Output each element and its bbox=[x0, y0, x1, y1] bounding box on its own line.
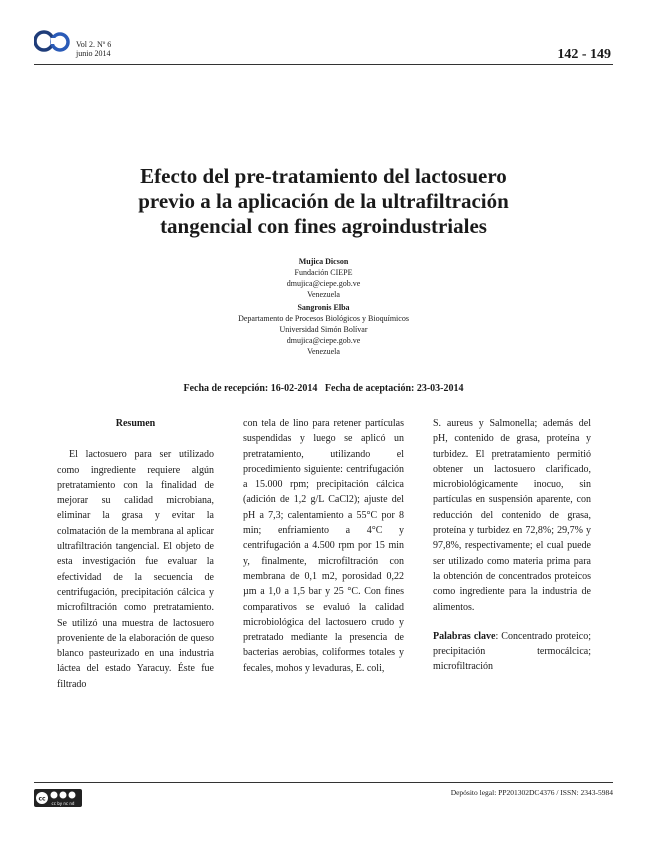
footer-divider bbox=[34, 782, 613, 783]
article-title bbox=[60, 164, 587, 239]
abstract-column-3 bbox=[433, 416, 591, 675]
cc-badge-text: cc by nc nd bbox=[51, 801, 75, 806]
author-email: dmujica@ciepe.gob.ve bbox=[286, 336, 361, 345]
abstract-text-3: S. aureus y Salmonella; además del pH, contenido de grasa, proteína y turbidez. El pretratamiento permitió obtener un lactosuero clarificado, microbiológicamente inocuo, sin partículas en suspensión aparente, con reducción del contenido de grasa, proteína y turbidez en 72,8%; 29,7% y 97,8%, respectivamente; el cual puede ser utilizado como materia prima para la obtención de concentrados proteicos como ingrediente para la industria de alimentos. bbox=[433, 418, 591, 613]
keywords-text: : Concentrado proteico; precipitación termocálcica; microfiltración bbox=[433, 630, 591, 673]
author-affiliation: Universidad Simón Bolívar bbox=[279, 325, 368, 334]
abstract-column-2 bbox=[243, 416, 404, 676]
author-name: Mujica Dicson bbox=[298, 257, 349, 266]
svg-text:cc: cc bbox=[38, 795, 46, 803]
title-line: tangencial con fines agroindustriales bbox=[160, 214, 487, 238]
cc-license-badge bbox=[34, 789, 82, 807]
submission-dates: Fecha de recepción: 16-02-2014 Fecha de aceptación: 23-03-2014 bbox=[183, 383, 464, 394]
author-department: Departamento de Procesos Biológicos y Bioquímicos bbox=[238, 314, 409, 323]
header-divider bbox=[34, 64, 613, 65]
abstract-column-1 bbox=[57, 416, 214, 692]
author-country: Venezuela bbox=[307, 347, 340, 356]
issue-info bbox=[76, 40, 111, 58]
issue-date: junio 2014 bbox=[76, 49, 111, 58]
keywords bbox=[433, 629, 591, 675]
issue-volume: Vol 2. Nº 6 bbox=[76, 40, 112, 49]
title-line: Efecto del pre-tratamiento del lactosuero bbox=[140, 164, 507, 188]
abstract-text-1: El lactosuero para ser utilizado como ingrediente requiere algún pretratamiento con la finalidad de mejorar su calidad microbiana, eliminar la grasa y evitar la colmatación de la membrana al aplicar ultrafiltración tangencial. El objeto de esta investigación fue evaluar la efectividad de la secuencia de centrifugación, precipitación cálcica y microfiltración como pretratamiento. Se utilizó una muestra de lactosuero proveniente de la elaboración de queso blanco pasteurizado en una industria láctea del estado Yaracuy. Éste fue filtrado bbox=[57, 449, 214, 690]
abstract-heading: Resumen bbox=[115, 418, 156, 429]
abstract-text-2: con tela de lino para retener partículas suspendidas y luego se aplicó un pretratamiento, utilizando el procedimiento siguiente: centrifugación a 15.000 rpm; precipitación cálcica (adición de 1,2 g/L CaCl2); ajuste del pH a 7,3; calentamiento a 55°C por 8 min; enfriamiento a 4°C y centrifugación a 4.500 rpm por 15 min y, finalmente, microfiltración con membrana de 0,1 m2, porosidad 0,22 µm a 1,0 a 1,5 bar y 25 °C. Con fines comparativos se evaluó la calidad microbiológica del lactosuero crudo y pretratado mediante la presencia de bacterias aerobias, coliformes totales y fecales, mohos y levaduras, E. coli, bbox=[243, 418, 404, 674]
author-email: dmujica@ciepe.gob.ve bbox=[286, 279, 361, 288]
author-name: Sangronis Elba bbox=[297, 303, 350, 312]
author-affiliation: Fundación CIEPE bbox=[294, 268, 353, 277]
journal-logo bbox=[34, 28, 74, 54]
title-line: previo a la aplicación de la ultrafiltración bbox=[138, 189, 509, 213]
author-block-1 bbox=[0, 256, 647, 300]
author-country: Venezuela bbox=[307, 290, 340, 299]
author-block-2 bbox=[0, 302, 647, 357]
page-range: 142 - 149 bbox=[557, 47, 611, 62]
legal-deposit: Depósito legal: PP201302DC4376 / ISSN: 2343-5984 bbox=[450, 788, 613, 797]
keywords-label: Palabras clave bbox=[433, 630, 496, 642]
